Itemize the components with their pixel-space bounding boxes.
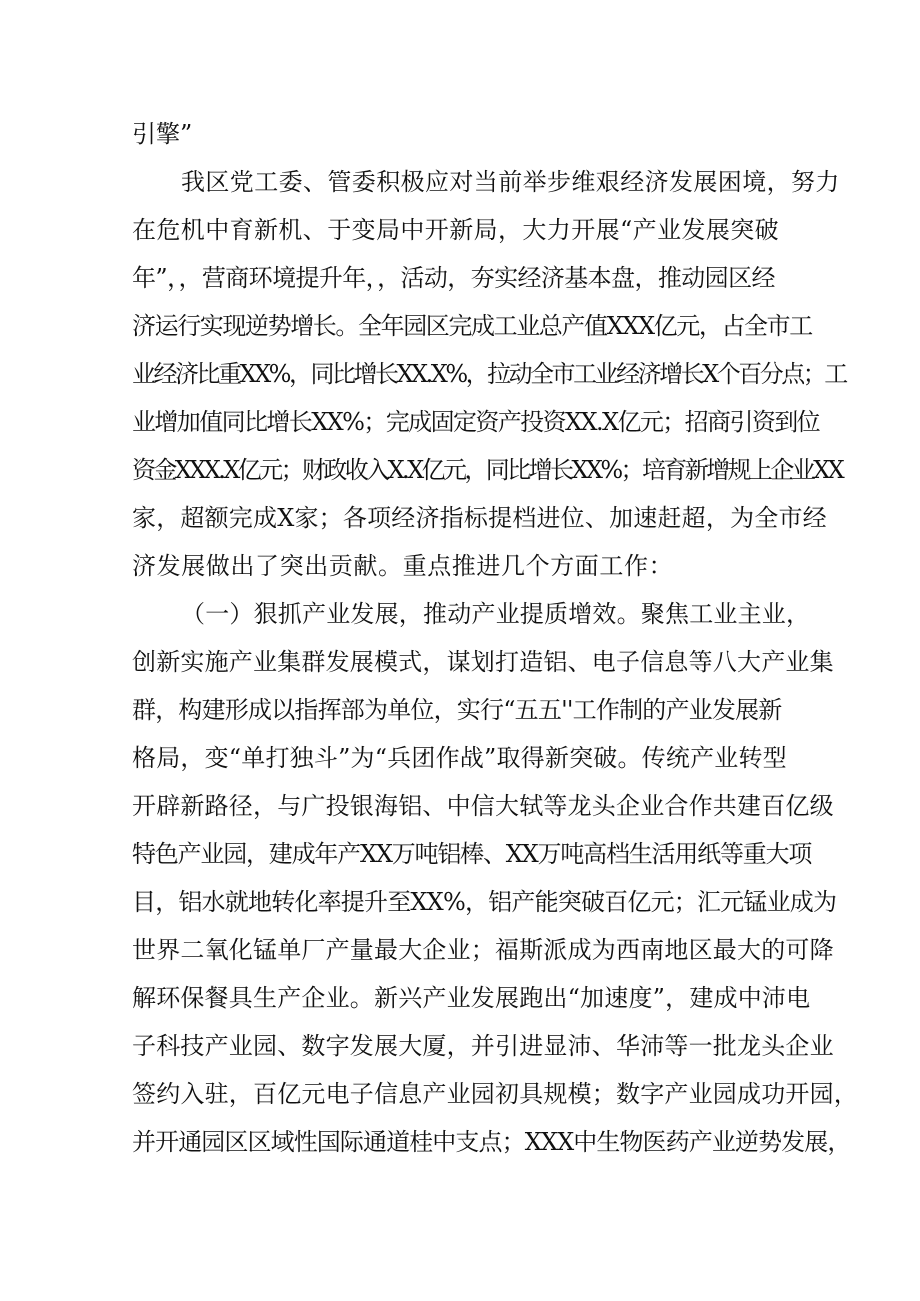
text-line: 目，铝水就地转化率提升至XX%，铝产能突破百亿元；汇元锰业成为 (132, 888, 837, 916)
text-line: 并开通园区区域性国际通道桂中支点；XXX中生物医药产业逆势发展， (132, 1128, 851, 1156)
text-line: 济运行实现逆势增长。全年园区完成工业总产值XXX亿元，占全市工 (132, 312, 812, 340)
paragraph-start-line: 我区党工委、管委积极应对当前举步维艰经济发展困境，努力 (181, 168, 840, 196)
text-line: 世界二氧化锰单厂产量最大企业；福斯派成为西南地区最大的可降 (132, 936, 834, 964)
text-line: 济发展做出了突出贡献。重点推进几个方面工作： (132, 552, 674, 580)
text-line: 业增加值同比增长XX%；完成固定资产投资XX.X亿元；招商引资到位 (132, 408, 820, 436)
text-line: 引擎” (132, 120, 193, 148)
text-line: 格局，变“单打独斗”为“兵团作战”取得新突破。传统产业转型 (132, 744, 787, 772)
text-line: 特色产业园，建成年产XX万吨铝棒、XX万吨高档生活用纸等重大项 (132, 840, 812, 868)
text-line: 解环保餐具生产企业。新兴产业发展跑出“加速度”，建成中沛电 (132, 984, 811, 1012)
text-line: 群，构建形成以指挥部为单位，实行“五五''工作制的产业发展新 (132, 696, 782, 724)
text-line: 家，超额完成X家；各项经济指标提档进位、加速赶超，为全市经 (132, 504, 827, 532)
text-line: 签约入驻，百亿元电子信息产业园初具规模；数字产业园成功开园， (132, 1080, 858, 1108)
text-line: 创新实施产业集群发展模式，谋划打造铝、电子信息等八大产业集 (132, 648, 834, 676)
text-line: 年”，，营商环境提升年，，活动，夯实经济基本盘，推动园区经 (132, 264, 775, 292)
text-line: 业经济比重XX%，同比增长XX.X%，拉动全市工业经济增长X个百分点；工 (132, 360, 846, 388)
text-line: 在危机中育新机、于变局中开新局，大力开展“产业发展突破 (132, 216, 780, 244)
text-line: 开辟新路径，与广投银海铝、中信大轼等龙头企业合作共建百亿级 (132, 792, 834, 820)
paragraph-start-line: （一）狠抓产业发展，推动产业提质增效。聚焦工业主业， (181, 600, 811, 628)
text-line: 子科技产业园、数字发展大厦，并引进显沛、华沛等一批龙头企业 (132, 1032, 834, 1060)
text-line: 资金XXX.X亿元；财政收入X.X亿元，同比增长XX%；培育新增规上企业XX (132, 456, 843, 484)
